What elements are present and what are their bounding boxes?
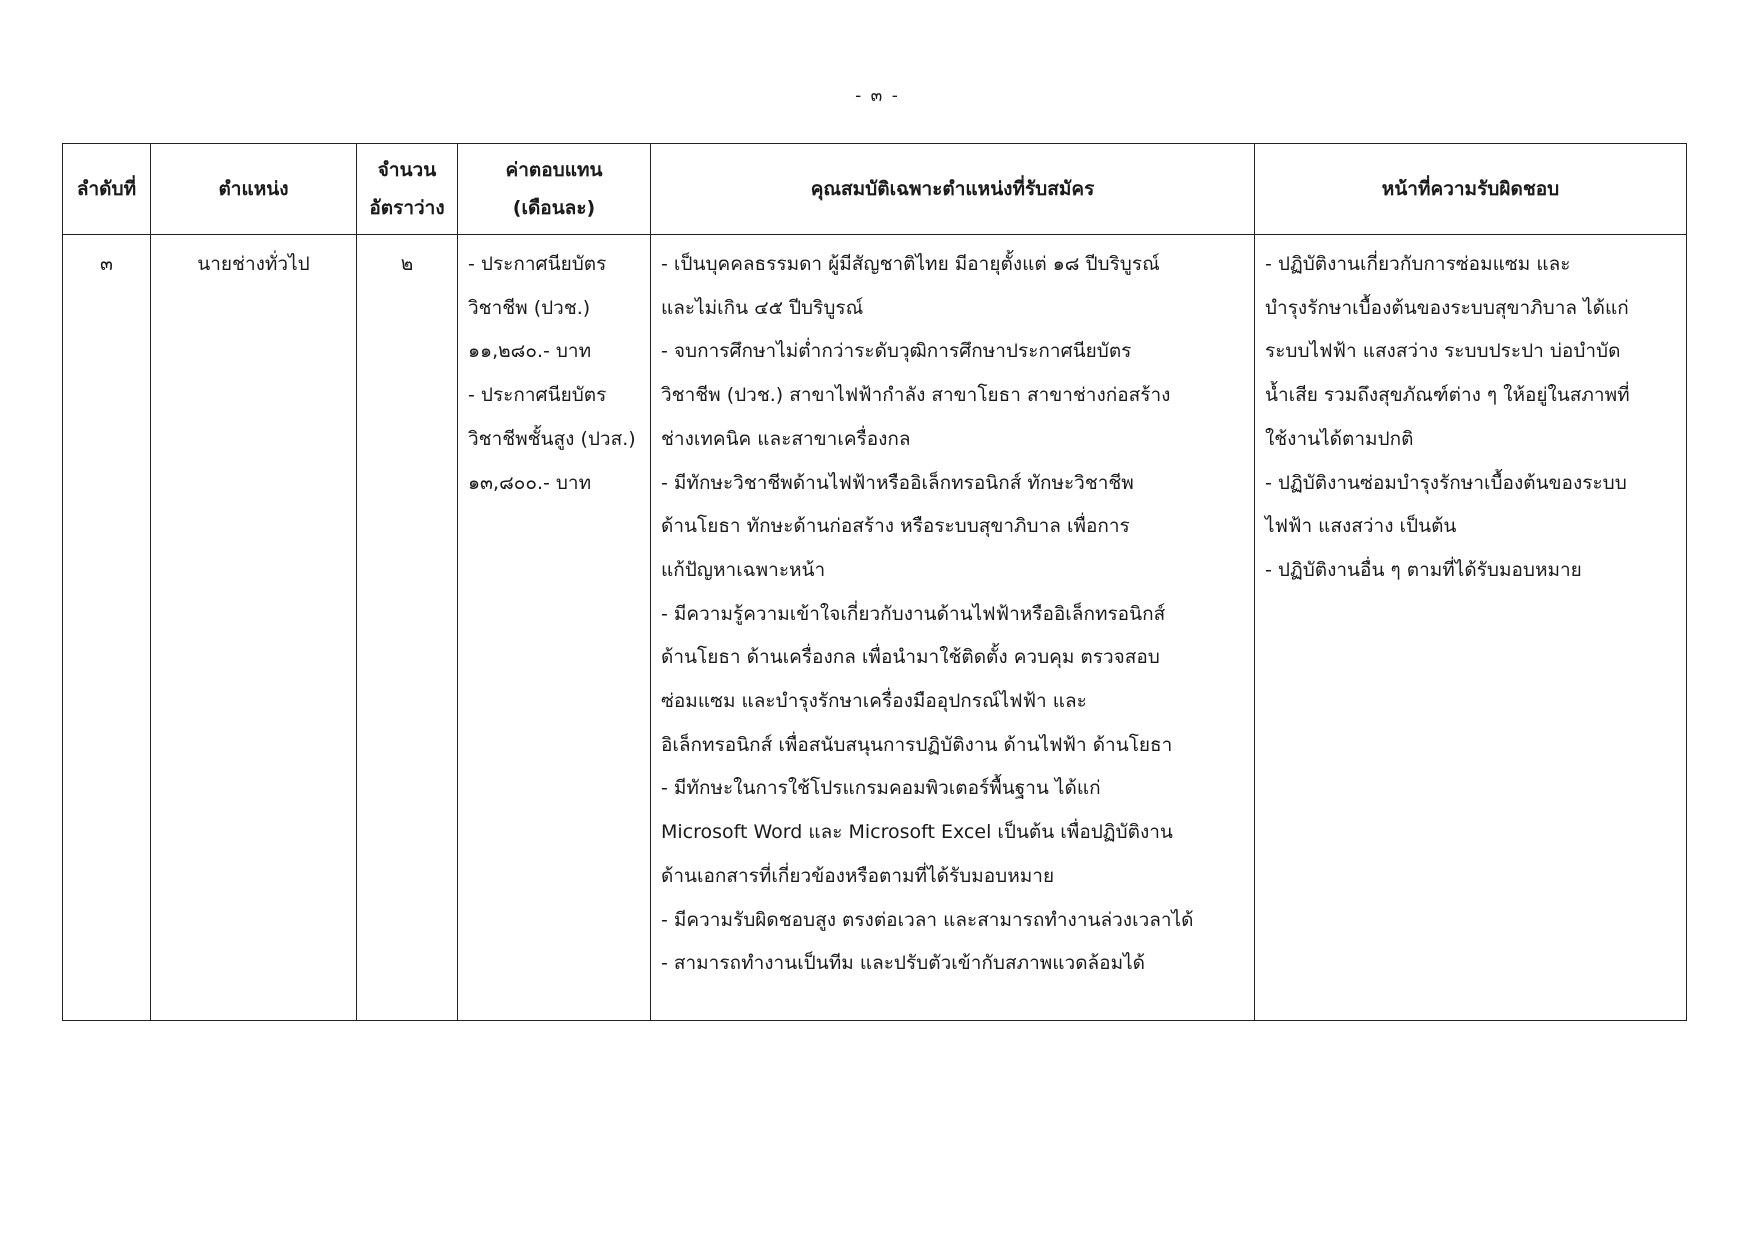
responsibility-line: บำรุงรักษาเบื้องต้นของระบบสุขาภิบาล ได้แก่ xyxy=(1265,296,1629,319)
header-position: ตำแหน่ง xyxy=(151,144,357,235)
qualification-line: แก้ปัญหาเฉพาะหน้า xyxy=(661,558,826,581)
responsibility-line: - ปฏิบัติงานเกี่ยวกับการซ่อมแซม และ xyxy=(1265,253,1571,275)
qualification-line: - มีทักษะในการใช้โปรแกรมคอมพิวเตอร์พื้นฐาน ได้แก่ xyxy=(661,777,1101,800)
qualification-line: - สามารถทำงานเป็นทีม และปรับตัวเข้ากับสภาพแวดล้อมได้ xyxy=(661,952,1146,975)
compensation-line: - ประกาศนียบัตร xyxy=(468,384,607,407)
qualification-line: และไม่เกิน ๔๕ ปีบริบูรณ์ xyxy=(661,296,864,319)
responsibility-line: ระบบไฟฟ้า แสงสว่าง ระบบประปา บ่อบำบัด xyxy=(1265,340,1621,363)
cell-position: นายช่างทั่วไป xyxy=(151,235,357,1021)
header-compensation xyxy=(458,144,651,235)
compensation-line: ๑๑,๒๘๐.- บาท xyxy=(468,340,592,363)
qualification-line: อิเล็กทรอนิกส์ เพื่อสนับสนุนการปฏิบัติงาน ด้านไฟฟ้า ด้านโยธา xyxy=(661,733,1173,756)
header-compensation-line1: ค่าตอบแทน xyxy=(505,159,603,181)
qualification-line: ด้านโยธา ด้านเครื่องกล เพื่อนำมาใช้ติดตั้ง ควบคุม ตรวจสอบ xyxy=(661,646,1160,669)
cell-no: ๓ xyxy=(63,235,151,1021)
cell-responsibilities xyxy=(1255,235,1687,1021)
qualification-line: - มีความรู้ความเข้าใจเกี่ยวกับงานด้านไฟฟ้าหรืออิเล็กทรอนิกส์ xyxy=(661,602,1166,625)
header-compensation-line2: (เดือนละ) xyxy=(512,197,596,219)
table-header-row xyxy=(63,144,1687,235)
qualification-line: วิชาชีพ (ปวช.) สาขาไฟฟ้ากำลัง สาขาโยธา สาขาช่างก่อสร้าง xyxy=(661,384,1171,407)
cell-compensation xyxy=(458,235,651,1021)
responsibility-line: ไฟฟ้า แสงสว่าง เป็นต้น xyxy=(1265,515,1457,538)
qualification-line: ซ่อมแซม และบำรุงรักษาเครื่องมืออุปกรณ์ไฟฟ้า และ xyxy=(661,690,1087,713)
header-responsibilities: หน้าที่ความรับผิดชอบ xyxy=(1255,144,1687,235)
qualification-line: - จบการศึกษาไม่ต่ำกว่าระดับวุฒิการศึกษาประกาศนียบัตร xyxy=(661,340,1132,363)
compensation-line: ๑๓,๘๐๐.- บาท xyxy=(468,471,592,494)
page-number: - ๓ - xyxy=(855,86,900,106)
header-qualifications: คุณสมบัติเฉพาะตำแหน่งที่รับสมัคร xyxy=(651,144,1255,235)
qualification-line: - เป็นบุคคลธรรมดา ผู้มีสัญชาติไทย มีอายุตั้งแต่ ๑๘ ปีบริบูรณ์ xyxy=(661,253,1160,275)
compensation-line: วิชาชีพชั้นสูง (ปวส.) xyxy=(468,427,636,450)
responsibility-line: - ปฏิบัติงานซ่อมบำรุงรักษาเบื้องต้นของระบบ xyxy=(1265,471,1627,494)
qualification-line: - มีทักษะวิชาชีพด้านไฟฟ้าหรืออิเล็กทรอนิกส์ ทักษะวิชาชีพ xyxy=(661,471,1134,494)
qualification-line: - มีความรับผิดชอบสูง ตรงต่อเวลา และสามารถทำงานล่วงเวลาได้ xyxy=(661,908,1194,931)
header-vacancies-line2: อัตราว่าง xyxy=(369,197,445,219)
header-vacancies xyxy=(357,144,458,235)
qualification-line: ด้านโยธา ทักษะด้านก่อสร้าง หรือระบบสุขาภิบาล เพื่อการ xyxy=(661,515,1130,538)
table-row xyxy=(63,235,1687,1021)
responsibility-line: - ปฏิบัติงานอื่น ๆ ตามที่ได้รับมอบหมาย xyxy=(1265,558,1582,581)
responsibility-line: ใช้งานได้ตามปกติ xyxy=(1265,427,1414,450)
qualification-line: ช่างเทคนิค และสาขาเครื่องกล xyxy=(661,427,911,450)
compensation-line: - ประกาศนียบัตร xyxy=(468,253,607,275)
compensation-line: วิชาชีพ (ปวช.) xyxy=(468,296,591,319)
header-vacancies-line1: จำนวน xyxy=(377,159,437,181)
cell-qualifications xyxy=(651,235,1255,1021)
position-spec-table xyxy=(62,143,1687,1021)
header-no: ลำดับที่ xyxy=(63,144,151,235)
qualification-line: Microsoft Word และ Microsoft Excel เป็นต้น เพื่อปฏิบัติงาน xyxy=(661,821,1173,844)
cell-vacancies: ๒ xyxy=(357,235,458,1021)
responsibility-line: น้ำเสีย รวมถึงสุขภัณฑ์ต่าง ๆ ให้อยู่ในสภาพที่ xyxy=(1265,384,1630,407)
qualification-line: ด้านเอกสารที่เกี่ยวข้องหรือตามที่ได้รับมอบหมาย xyxy=(661,864,1055,887)
